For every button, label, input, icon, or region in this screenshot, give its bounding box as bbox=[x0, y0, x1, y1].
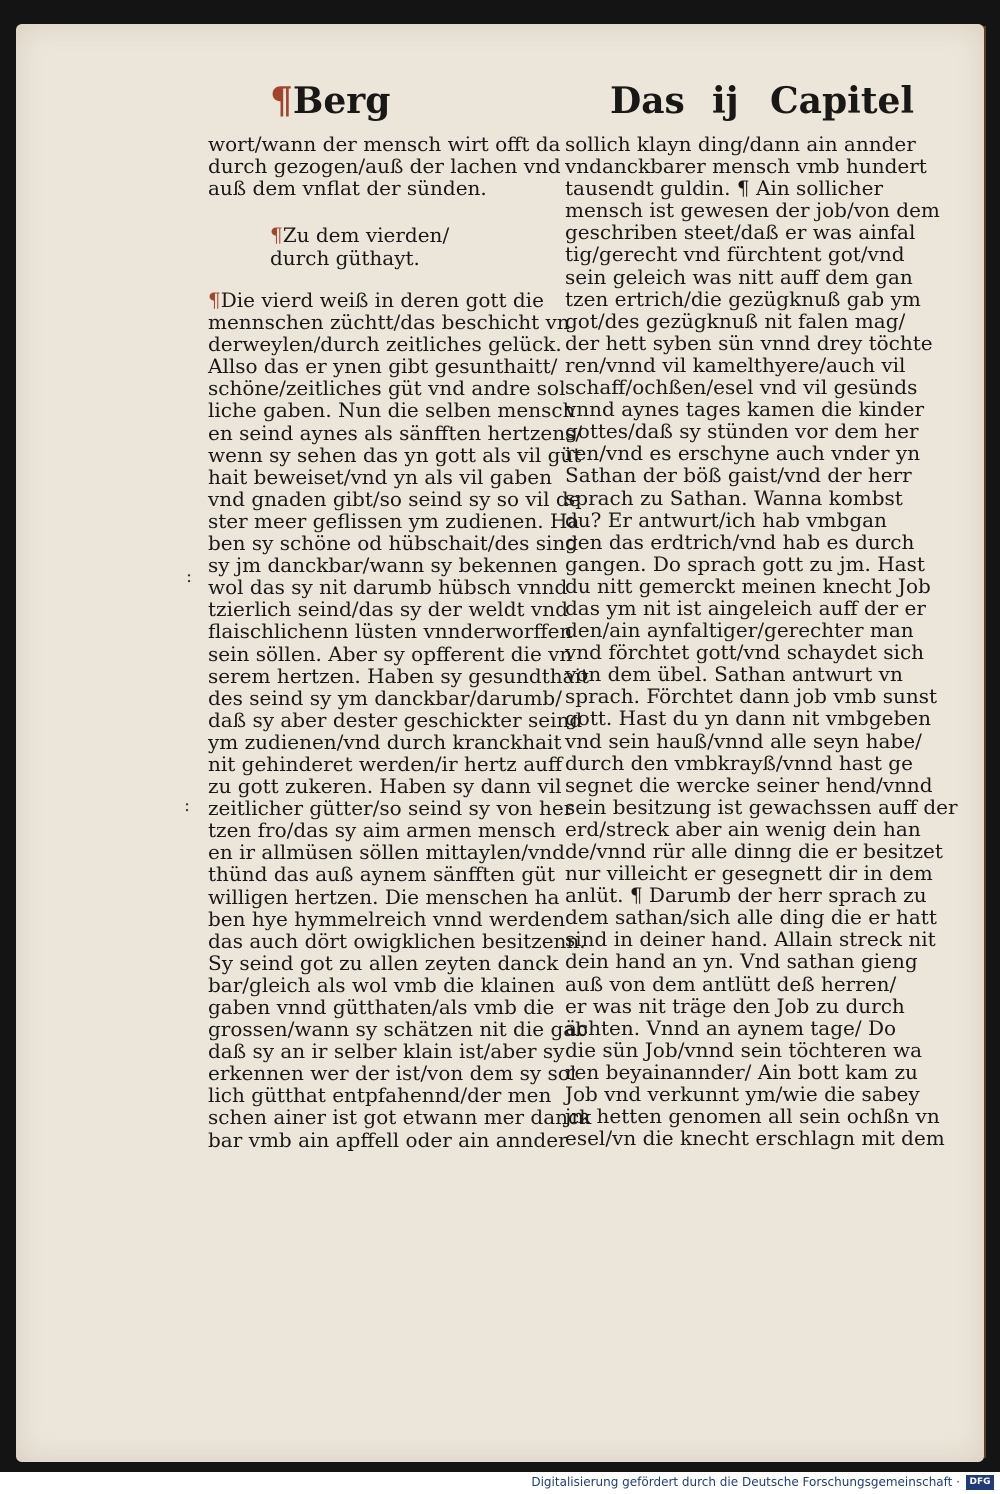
text-line: anlüt. ¶ Darumb der herr sprach zu bbox=[565, 883, 927, 908]
text-line: sy jm danckbar/wann sy bekennen bbox=[208, 553, 558, 578]
funding-note: Digitalisierung gefördert durch die Deutsche Forschungsgemeinschaft · bbox=[531, 1475, 960, 1489]
paragraph-mark: ¶ bbox=[270, 223, 283, 247]
running-head-das: Das bbox=[610, 80, 685, 122]
text-line: esel/vn die knecht erschlagn mit dem bbox=[565, 1126, 945, 1151]
text-line: Sy seind got zu allen zeyten danck bbox=[208, 950, 559, 975]
text-line: derweylen/durch zeitliches gelück. bbox=[208, 332, 562, 357]
text-line: durch gezogen/auß der lachen vnd bbox=[208, 154, 561, 179]
text-line: bar vmb ain apffell oder ain annder bbox=[208, 1127, 568, 1152]
text-line: durch den vmbkrayß/vnnd hast ge bbox=[565, 750, 913, 775]
running-head-capitel: Capitel bbox=[770, 80, 915, 122]
text-line: das auch dört owigklichen besitzenn. bbox=[208, 928, 586, 953]
text-line: den/ain aynfaltiger/gerechter man bbox=[565, 618, 914, 643]
text-line: de/vnnd rür alle dinng die er besitzet bbox=[565, 839, 943, 863]
section-subheading bbox=[270, 224, 449, 269]
text-line: sein geleich was nitt auff dem gan bbox=[565, 264, 913, 289]
text-line: vndanckbarer mensch vmb hundert bbox=[565, 154, 927, 179]
text-line: sollich klayn ding/dann ain annder bbox=[565, 132, 916, 156]
margin-mark: : bbox=[184, 795, 191, 816]
text-line: schöne/zeitliches güt vnd andre sol bbox=[208, 376, 566, 401]
chapter-number: ij bbox=[712, 80, 739, 122]
text-line: schen ainer ist got etwann mer danck bbox=[208, 1105, 592, 1130]
text-line: die sün Job/vnnd sein töchteren wa bbox=[565, 1037, 923, 1062]
text-line: sprach zu Sathan. Wanna kombst bbox=[565, 485, 903, 510]
text-line: en seind aynes als sänfften hertzens/ bbox=[208, 420, 583, 445]
text-line: Allso das er ynen gibt gesunthaitt/ bbox=[208, 354, 558, 379]
text-line: der hett syben sün vnnd drey töchte bbox=[565, 330, 933, 355]
text-line: gott. Hast du yn dann nit vmbgeben bbox=[565, 706, 931, 731]
text-line: sein besitzung ist gewachssen auff der bbox=[565, 794, 958, 819]
text-line: dein hand an yn. Vnd sathan gieng bbox=[565, 949, 918, 974]
text-line: zeitlicher gütter/so seind sy von her bbox=[208, 796, 574, 821]
text-line: serem hertzen. Haben sy gesundthait bbox=[208, 663, 590, 688]
text-line: vnd gnaden gibt/so seind sy so vil de bbox=[208, 486, 581, 511]
text-line: erkennen wer der ist/von dem sy sol bbox=[208, 1061, 577, 1086]
text-line: geschriben steet/daß er was ainfal bbox=[565, 220, 916, 245]
right-column bbox=[565, 133, 958, 1149]
text-line: schaff/ochßen/esel vnd vil gesünds bbox=[565, 375, 918, 400]
text-line: ster meer geflissen ym zudienen. Ha bbox=[208, 508, 580, 533]
text-line: vnd förchtet gott/vnd schaydet sich bbox=[565, 640, 925, 665]
text-line: ¶Die vierd weiß in deren gott die bbox=[208, 288, 544, 312]
text-line: willigen hertzen. Die menschen ha bbox=[208, 884, 560, 909]
text-line: auß dem vnflat der sünden. bbox=[208, 176, 487, 201]
subheading-line: ¶Zu dem vierden/ bbox=[270, 223, 450, 247]
text-line: daß sy an ir selber klain ist/aber sy bbox=[208, 1039, 565, 1064]
text-line: en ir allmüsen söllen mittaylen/vnd bbox=[208, 840, 565, 865]
text-line: gen das erdtrich/vnd hab es durch bbox=[565, 529, 915, 554]
paragraph-mark: ¶ bbox=[270, 80, 293, 122]
paragraph-mark: ¶ bbox=[208, 288, 221, 312]
margin-mark: : bbox=[186, 566, 193, 587]
text-line: auß von dem antlütt deß herren/ bbox=[565, 971, 897, 996]
left-column-main bbox=[208, 289, 591, 1151]
footer-bar bbox=[0, 1472, 1000, 1494]
text-line: bar/gleich als wol vmb die klainen bbox=[208, 972, 556, 997]
text-line: du nitt gemerckt meinen knecht Job bbox=[565, 573, 931, 598]
text-line: flaischlichenn lüsten vnnderworffen bbox=[208, 619, 573, 644]
text-line: das ym nit ist aingeleich auff der er bbox=[565, 595, 926, 620]
text-line: daß sy aber dester geschickter seind bbox=[208, 707, 583, 732]
text-line: sind in deiner hand. Allain streck nit bbox=[565, 927, 936, 952]
text-line: tzen ertrich/die gezügknuß gab ym bbox=[565, 286, 921, 311]
text-line: ächten. Vnnd an aynem tage/ Do bbox=[565, 1015, 897, 1040]
text-line: wenn sy sehen das yn gott als vil güt bbox=[208, 442, 582, 467]
text-line: von dem übel. Sathan antwurt vn bbox=[565, 662, 903, 687]
text-line: jm hetten genomen all sein ochßn vn bbox=[565, 1104, 940, 1129]
text-line: ren/vnd es erschyne auch vnder yn bbox=[565, 441, 921, 466]
text-line: Sathan der böß gaist/vnd der herr bbox=[565, 463, 912, 488]
text-line: liche gaben. Nun die selben mensch bbox=[208, 398, 576, 423]
text-line: tausendt guldin. ¶ Ain sollicher bbox=[565, 176, 884, 201]
text-line: sein söllen. Aber sy opfferent die vn bbox=[208, 641, 573, 666]
text-line: nit gehinderet werden/ir hertz auff bbox=[208, 751, 563, 776]
text-line: tig/gerecht vnd fürchtent got/vnd bbox=[565, 242, 905, 267]
subheading-line: durch güthayt. bbox=[270, 245, 420, 270]
text-line: tzen fro/das sy aim armen mensch bbox=[208, 818, 556, 843]
text-line: segnet die wercke seiner hend/vnnd bbox=[565, 772, 933, 797]
text-line: wol das sy nit darumb hübsch vnnd bbox=[208, 575, 568, 600]
running-head-left bbox=[270, 80, 390, 122]
text-line: gaben vnnd gütthaten/als vmb die bbox=[208, 995, 555, 1019]
text-line: ben hye hymmelreich vnnd werden bbox=[208, 906, 566, 931]
text-line: gottes/daß sy stünden vor dem her bbox=[565, 419, 919, 444]
text-line: vnnd aynes tages kamen die kinder bbox=[565, 397, 925, 422]
text-line: nur villeicht er gesegnett dir in dem bbox=[565, 861, 933, 886]
text-line: lich gütthat entpfahennd/der men bbox=[208, 1083, 552, 1108]
running-head-left-text: Berg bbox=[292, 80, 391, 122]
text-line: Job vnd verkunnt ym/wie die sabey bbox=[565, 1082, 920, 1107]
text-line: ym zudienen/vnd durch kranckhait bbox=[208, 729, 562, 754]
text-line: zu gott zukeren. Haben sy dann vil bbox=[208, 774, 562, 799]
text-line: grossen/wann sy schätzen nit die gab bbox=[208, 1017, 588, 1042]
text-line: mennschen züchtt/das beschicht vn bbox=[208, 310, 570, 335]
text-line: wort/wann der mensch wirt offt da bbox=[208, 132, 561, 156]
text-line: tzierlich seind/das sy der weldt vnd bbox=[208, 597, 568, 622]
text-line: du? Er antwurt/ich hab vmbgan bbox=[565, 507, 887, 532]
text-line: thünd das auß aynem sänfften güt bbox=[208, 862, 556, 887]
text-line: ren/vnnd vil kamelthyere/auch vil bbox=[565, 352, 906, 377]
text-line: got/des gezügknuß nit falen mag/ bbox=[565, 308, 906, 333]
text-line: er was nit träge den Job zu durch bbox=[565, 993, 905, 1018]
text-line: mensch ist gewesen der job/von dem bbox=[565, 198, 940, 223]
text-line: sprach. Förchtet dann job vmb sunst bbox=[565, 684, 938, 709]
text-line: dem sathan/sich alle ding die er hatt bbox=[565, 905, 937, 930]
dfg-logo: DFG bbox=[966, 1475, 994, 1490]
text-line: des seind sy ym danckbar/darumb/ bbox=[208, 685, 562, 710]
text-line: ben sy schöne od hübschait/des sind bbox=[208, 531, 579, 556]
text-line: hait beweiset/vnd yn als vil gaben bbox=[208, 464, 552, 489]
text-line: erd/streck aber ain wenig dein han bbox=[565, 816, 921, 841]
text-line: vnd sein hauß/vnnd alle seyn habe/ bbox=[565, 728, 922, 753]
text-line: gangen. Do sprach gott zu jm. Hast bbox=[565, 551, 925, 576]
text-line: ren beyainannder/ Ain bott kam zu bbox=[565, 1059, 918, 1084]
left-column-top bbox=[208, 133, 561, 199]
